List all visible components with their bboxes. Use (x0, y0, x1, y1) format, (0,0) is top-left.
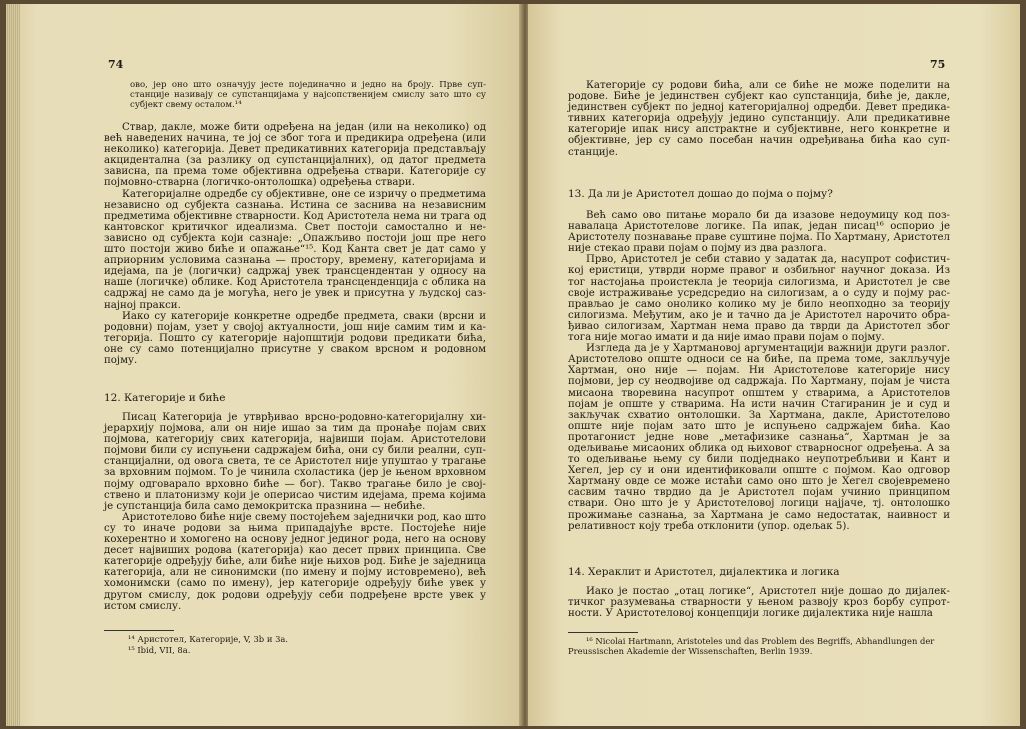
intro-paragraph (130, 80, 486, 110)
right-para-5: Иако је постао „отац логике“, Аристотел није дошао до дијалектичког разумевања стварности у њеном развоју кроз борбу супротности. У Аристотеловој концепцији логике дијалектика није нашла (568, 586, 950, 620)
right-body-1 (568, 80, 950, 158)
intro-text: ово, јер оно што означују јесте појединачно и једно на броју. Прве супстанције називају се супстанцијама у најсопственијем смислу зато што су субјект свему осталом.¹⁴ (130, 80, 486, 110)
left-para-1: Ствар, дакле, може бити одређена на један (или на неколико) од већ наведених начина, те јој се због тога и предикира одређена (или неколико) категорија. Девет предикативних категорија представљају акциденталнa (за разлику од супстанцијалних), од датог предмета зависна, па према томе објективна одређења ствари. Категорије су појмовно-стварна (логичко-онтолошка) одређења ствари. (104, 122, 486, 189)
section-heading-12: 12. Категорије и биће (104, 392, 226, 404)
left-para-4: Писац Категорија је утврђивао врсно-родовно-категоријалну хијерархију појмова, али он није ишао за тим да пронађе појам свих појмова, категорију свих категорија, највиши појам. Аристотелови појмови били су испуњени садржајем бића, они су били реални, супстанцијални, од овога света, те се Аристотел није упуштао у трагање за врховним појмом. То је чинила схоластика (јер је њеном врховном појму одговарало врховно биће — бог). Такво трагање било је својствено и платонизму који је оперисао чистим идејама, према којима је супстанција била само демокритска празнина — небиће. (104, 412, 486, 512)
footnote-rule-right (568, 632, 638, 633)
left-body-1 (104, 122, 486, 366)
footnote-rule-left (104, 630, 174, 631)
right-para-1: Категорије су родови бића, али се биће не може поделити на родове. Биће је јединствен субјект као супстанција, биће је, дакле, јединствен субјект по једној категоријалној одредби. Девет предикативних категорија одређују једино супстанцију. Али предикативне категорије ипак нису апстрактне и субјективне, него конкретне и објективне, јер су само посебан начин одређивања бића као супстанције. (568, 80, 950, 158)
right-para-4: Изгледа да је у Хартмановој аргументацији важнији други разлог. Аристотелово опште односи се на биће, па према томе, заклључује Хартман, оно није — појам. Ни Аристотелове категорије нису појмови, јер су неодвојиве од садржаја. По Хартману, појам је чиста мисаона творевина насупрот општем у стварима, а Аристотелов појам је опште у стварима. На исти начин Стагиранин је и суд и закључак схватио онтолошки. За Хартмана, дакле, Аристотелово опште није појам зато што је испуњено садржајем бића. Као протагонист једне нове „метафизике сазнања“, Хартман је за одељивање мисаоних облика од њиховог стварносног одређења. А за то одељивање њему су били подједнако неупотребљиви и Кант и Хегел, јер су и они идентификовали опште с појмом. Као одговор Хартману овде се може истаћи само оно што је Хегел својевремено сасвим тачно тврдио да је Аристотел појам учинио принципом ствари. Оно што је у Аристотеловој логици најјаче, тј. онтолошко прожимање сазнања, за Хартмана је само недостатак, наивност и релативност коју треба отклонити (упор. одељак 5). (568, 343, 950, 532)
right-page (528, 4, 1020, 726)
footnote-15: ¹⁵ Ibid, VII, 8a. (128, 645, 191, 655)
right-body-3 (568, 586, 950, 619)
left-para-3: Иако су категорије конкретне одредбе предмета, сваки (врсни и родовни) појам, узет у својој актуалности, још није самим тим и категорија. Пошто су категорије најопштији родови предикати бића, оне су само потенцијално присутне у сваком врсном и родовном појму. (104, 310, 486, 366)
left-para-5: Аристотелово биће није свему постојећем заједнички род, као што су то иначе родови за њима припадајуће врсте. Постојеће није кохерентно и хомогено на основу једног јединог рода, него на основу десет највиших родова (категорија) као десет првих принципа. Све категорије одређују биће, али биће није њихов род. Биће је заједница категорија, али не синонимски (по имену и појму истовремено), већ хомонимски (само по имену), јер категорије одређују биће увек у другом смислу, док родови одређују себи подређене врсте увек у истом смислу. (104, 511, 486, 612)
page-edge-lines (6, 4, 20, 726)
footnote-14: ¹⁴ Аристотел, Категорије, V, 3b и 3a. (128, 634, 289, 644)
open-book (6, 4, 1020, 726)
page-number-right: 75 (930, 58, 946, 71)
left-page (6, 4, 521, 726)
section-heading-14: 14. Хераклит и Аристотел, дијалектика и логика (568, 566, 840, 578)
page-number-left: 74 (108, 58, 124, 71)
right-para-2: Већ само ово питање морало би да изазове недоумицу код познавалаца Аристотелове логике. Па ипак, један писац¹⁶ оспорио је Аристотелу познавање праве суштине појма. По Хартману, Аристотел није стекао прави појам о појму из два разлога. (568, 210, 950, 255)
right-para-3: Прво, Аристотел је себи ставио у задатак да, насупрот софистичкој еристици, утврди норме правог и озбиљног научног доказа. Из тог настојања проистекла је теорија силогизма, и Аристотел је све своје истраживање усредсредио на силогизам, а о суду и појму расправљао је само онолико колико му је било неопходно за теорију силогизма. Међутим, ако је и тачно да је Аристотел нарочито обрађивао силогизам, Хартман нема право да тврди да Аристотел због тога није могао имати и да није имао прави појам о појму. (568, 254, 950, 344)
right-body-2 (568, 210, 950, 532)
section-heading-13: 13. Да ли је Аристотел дошао до појма о појму? (568, 188, 833, 200)
left-para-2: Категоријалне одредбе су објективне, оне се изричу о предметима независно од субјекта сазнања. Истина се заснива на независним предметима објективне стварности. Код Аристотела нема ни трага од кантовског критичког идеализма. Свет постоји самостално и независно од субјекта који сазнаје: „Опажљиво постоји још пре него што постоји живо биће и опажање“¹⁵. Код Канта свет је дат само у априорним условима сазнања — простору, времену, категоријама и идејама, па је (логички) садржај увек трансцендентан у односу на наше (логичке) облике. Код Аристотела трансценденција с обликa на садржај не само да је могућа, него је увек и присутна у људској сазнајној пракси. (104, 188, 486, 311)
left-body-2 (104, 412, 486, 612)
footnote-16: ¹⁶ Nicolai Hartmann, Aristoteles und das Problem des Begriffs, Abhandlungen der Preussischen Akademie der Wissenschaften, Berlin 1939. (568, 636, 935, 656)
